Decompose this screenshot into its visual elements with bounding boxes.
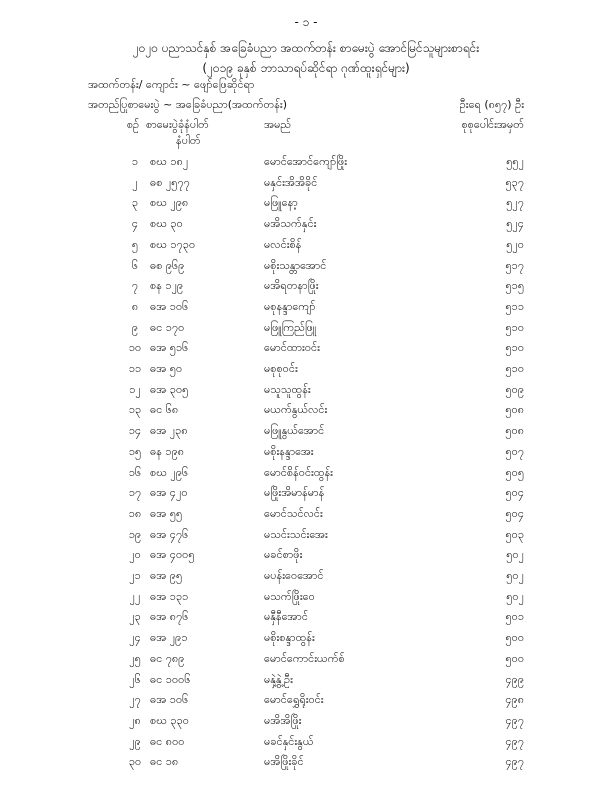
table-row bbox=[0, 466, 612, 482]
page-number: - ၁ - bbox=[294, 15, 318, 29]
row-name: မယက်နွယ်လင်း bbox=[264, 403, 328, 417]
row-number: ၃ bbox=[131, 196, 139, 210]
row-score: ၅၀၈ bbox=[505, 424, 524, 438]
table-row bbox=[0, 383, 612, 399]
row-score: ၅၁၀ bbox=[505, 362, 524, 375]
table-row bbox=[0, 321, 612, 337]
row-score: ၅၅၂ bbox=[506, 155, 524, 168]
row-exam-number: စဃ ၃၀ bbox=[150, 217, 183, 231]
row-number: ၁၄ bbox=[128, 424, 142, 438]
table-row bbox=[0, 507, 612, 523]
row-score: ၅၀၁ bbox=[505, 610, 524, 624]
row-exam-number: ဓင ၁၇၀ bbox=[150, 320, 185, 334]
region-line: အထက်တန်း/ ကျောင်း ~ ဖျော်ဖြေဆိုင်ရာ bbox=[88, 78, 255, 91]
row-number: ၂၆ bbox=[129, 672, 141, 686]
row-name: မောင်အောင်ကျော်ဖြိုး bbox=[264, 155, 348, 168]
row-exam-number: ဓအ ၃၀၅ bbox=[150, 382, 189, 396]
row-name: မနှဲ့နွဲ့ဦး bbox=[264, 672, 293, 686]
row-name: မဖြူကြည်ဖြူ bbox=[264, 320, 317, 334]
row-score: ၅၁၅ bbox=[505, 279, 524, 293]
row-score: ၅၀၃ bbox=[505, 527, 524, 541]
row-name: မသက်ဖြိုးဝေ bbox=[264, 589, 315, 603]
row-exam-number: ဓင ၁၈ bbox=[150, 755, 179, 769]
row-score: ၅၁၀ bbox=[505, 320, 524, 334]
row-score: ၅၀၈ bbox=[505, 403, 524, 417]
row-exam-number: ဓင ၁၀၀၆ bbox=[150, 672, 191, 686]
table-row bbox=[0, 362, 612, 378]
row-exam-number: ဓအ ၅၀ bbox=[150, 362, 183, 375]
row-score: ၅၀၄ bbox=[505, 486, 524, 500]
row-score: ၅၀၅ bbox=[505, 465, 524, 479]
row-exam-number: ဓစ ၂၅၇၇ bbox=[150, 175, 190, 189]
row-exam-number: ဓင ၈၀၀ bbox=[150, 734, 185, 748]
row-number: ၄ bbox=[131, 217, 139, 231]
row-exam-number: ဓအ ၁၃၁ bbox=[150, 589, 189, 603]
row-exam-number: ဓအ ၄၇၆ bbox=[150, 527, 189, 541]
row-exam-number: စဃ ၃၃၀ bbox=[150, 713, 189, 727]
row-name: မဖြိုးအိမာန်မာန် bbox=[264, 486, 325, 500]
row-name: မဖြူနော့ bbox=[264, 196, 298, 210]
table-row bbox=[0, 259, 612, 275]
row-score: ၄၉၇ bbox=[505, 713, 524, 727]
row-exam-number: ဓစ ၉၆၉ bbox=[150, 258, 185, 272]
row-number: ၃၀ bbox=[128, 755, 142, 769]
row-score: ၅၂၀ bbox=[506, 237, 524, 251]
row-name: မောင်ရွှေရိုးဝင်း bbox=[264, 693, 324, 707]
row-number: ၉ bbox=[131, 320, 139, 334]
row-exam-number: ဓအ ၈၇၆ bbox=[150, 610, 189, 624]
row-exam-number: ဓအ ၂၉၁ bbox=[150, 631, 188, 645]
row-score: ၅၀၂ bbox=[506, 589, 524, 603]
table-row bbox=[0, 238, 612, 254]
row-exam-number: ဓအ ၄၂၀ bbox=[150, 486, 188, 500]
row-number: ၈ bbox=[131, 299, 139, 313]
row-exam-number: စဃ ၁၇၃၀ bbox=[150, 237, 196, 251]
row-number: ၇ bbox=[131, 279, 139, 293]
header-score: စုစုပေါင်းအမှတ် bbox=[461, 118, 524, 131]
row-score: ၅၁၇ bbox=[505, 258, 524, 272]
row-name: မဖြူနွယ်အောင် bbox=[264, 424, 325, 438]
header-exam-sub: နံပါတ် bbox=[176, 134, 201, 147]
row-number: ၂၇ bbox=[129, 693, 141, 707]
table-row bbox=[0, 590, 612, 606]
row-exam-number: ဓအ ၉၅ bbox=[150, 569, 183, 582]
row-number: ၁၇ bbox=[128, 486, 142, 500]
table-row bbox=[0, 196, 612, 212]
total-count: ဦးရေ (၈၅၇) ဦး bbox=[459, 98, 524, 111]
row-score: ၅၁၁ bbox=[505, 299, 524, 313]
page-title: ၂၀၂၀ ပညာသင်နှစ် အခြေခံပညာ အထက်တန်း စာမေးပွဲ အောင်မြင်သူများစာရင်း bbox=[132, 41, 480, 55]
row-number: ၂ bbox=[132, 175, 138, 189]
table-row bbox=[0, 486, 612, 502]
row-name: မနှင်းအိအိခိုင် bbox=[264, 175, 318, 189]
row-number: ၂၁ bbox=[129, 569, 141, 582]
row-number: ၂၃ bbox=[129, 610, 141, 624]
header-no: စဉ် bbox=[126, 118, 140, 131]
row-name: မောင်ထားဝင်း bbox=[264, 341, 320, 355]
header-name: အမည် bbox=[264, 118, 292, 131]
row-number: ၁၈ bbox=[128, 506, 142, 520]
row-name: မနှီနီအောင် bbox=[264, 610, 308, 624]
row-name: မလင်းစိန် bbox=[264, 237, 302, 251]
row-number: ၁ bbox=[131, 155, 139, 168]
row-score: ၅၃၇ bbox=[505, 175, 524, 189]
row-name: မစုစုဝင်း bbox=[264, 362, 298, 375]
page-subtitle: (၂၀၁၉ ခုနှစ် ဘာသာရပ်ဆိုင်ရာ ဂုဏ်ထူးရှင်များ) bbox=[202, 61, 410, 75]
table-row bbox=[0, 569, 612, 585]
row-number: ၁၅ bbox=[128, 444, 142, 458]
row-exam-number: ဓအ ၁၀၆ bbox=[150, 299, 189, 313]
row-name: မသင်းသင်းအေး bbox=[264, 527, 328, 541]
row-exam-number: ဓန ၁၉၈ bbox=[150, 444, 185, 458]
row-name: မစိုးသန္တာအောင် bbox=[264, 258, 327, 272]
row-exam-number: ဓင ၇၈၉ bbox=[150, 651, 185, 665]
row-exam-number: စဃ ၂၉၆ bbox=[150, 465, 189, 479]
table-row bbox=[0, 631, 612, 647]
row-number: ၁၃ bbox=[128, 403, 142, 417]
row-number: ၂၀ bbox=[129, 548, 141, 562]
row-number: ၁၂ bbox=[129, 382, 141, 396]
row-exam-number: ဓအ ၄၀၀၅ bbox=[150, 548, 195, 562]
row-name: မစိုးနန္ဒာအေး bbox=[264, 444, 314, 458]
row-name: မခင်စာဖိုး bbox=[264, 548, 303, 562]
row-number: ၆ bbox=[131, 258, 139, 272]
row-score: ၅၀၀ bbox=[505, 631, 524, 645]
row-name: မအိဖြိုးခိုင် bbox=[264, 755, 304, 769]
row-name: မအိအိဖြိုး bbox=[264, 713, 302, 727]
row-number: ၂၈ bbox=[129, 713, 141, 727]
table-row bbox=[0, 652, 612, 668]
table-row bbox=[0, 279, 612, 295]
row-score: ၅၀၄ bbox=[505, 506, 524, 520]
row-exam-number: ဓအ ၅၁၆ bbox=[150, 341, 189, 355]
row-number: ၂၉ bbox=[129, 734, 141, 748]
table-row bbox=[0, 217, 612, 233]
row-name: မပန်းဝေအောင် bbox=[264, 569, 324, 582]
row-score: ၄၉၇ bbox=[505, 755, 524, 769]
header-exam-no: စာမေးပွဲခုံနံပါတ် bbox=[146, 118, 209, 131]
table-row bbox=[0, 300, 612, 316]
row-name: မအိသက်နှင်း bbox=[264, 217, 317, 231]
row-exam-number: ဓအ ၂၃၈ bbox=[150, 424, 188, 438]
row-score: ၅၀၀ bbox=[505, 651, 524, 665]
row-score: ၄၉၇ bbox=[505, 734, 524, 748]
row-number: ၁၉ bbox=[128, 527, 142, 541]
row-number: ၂၄ bbox=[129, 631, 141, 645]
row-name: မောင်သင်လင်း bbox=[264, 506, 323, 520]
row-exam-number: စန ၁၂၉ bbox=[150, 279, 184, 293]
row-score: ၅၁၀ bbox=[505, 341, 524, 355]
row-name: မစုနန္ဒာကျော် bbox=[264, 299, 316, 313]
table-row bbox=[0, 445, 612, 461]
row-score: ၅၀၂ bbox=[506, 569, 524, 582]
table-row bbox=[0, 548, 612, 564]
row-exam-number: စဃ ၂၉၈ bbox=[150, 196, 189, 210]
row-score: ၄၉၉ bbox=[505, 672, 524, 686]
row-exam-number: ဓအ ၁၀၆ bbox=[150, 693, 189, 707]
row-number: ၂၅ bbox=[129, 651, 141, 665]
row-name: မောင်စိန်ဝင်းထွန်း bbox=[264, 465, 333, 479]
row-score: ၄၉၈ bbox=[505, 693, 524, 707]
row-number: ၁၀ bbox=[128, 341, 142, 355]
center-line: အတည်ပြုစာမေးပွဲ ~ အခြေခံပညာ(အထက်တန်း) bbox=[88, 98, 288, 111]
row-exam-number: ဓင ၆၈ bbox=[150, 403, 179, 417]
table-row bbox=[0, 341, 612, 357]
row-name: မသူသူထွန်း bbox=[264, 382, 311, 396]
table-row bbox=[0, 735, 612, 751]
row-score: ၅၀၉ bbox=[505, 382, 524, 396]
row-score: ၅၀၇ bbox=[505, 444, 524, 458]
row-name: မခင်နှင်းနွယ် bbox=[264, 734, 314, 748]
table-row bbox=[0, 424, 612, 440]
row-score: ၅၂၇ bbox=[506, 196, 524, 210]
row-name: မစိုးစန္ဒာထွန်း bbox=[264, 631, 315, 645]
row-score: ၅၀၂ bbox=[506, 548, 524, 562]
row-number: ၂၂ bbox=[129, 589, 141, 603]
row-number: ၁၁ bbox=[128, 362, 142, 375]
row-name: မအိရတနာဖြိုး bbox=[264, 279, 319, 293]
table-row bbox=[0, 755, 612, 771]
table-row bbox=[0, 528, 612, 544]
row-exam-number: ဓအ ၅၅ bbox=[150, 506, 183, 520]
row-number: ၁၆ bbox=[128, 465, 142, 479]
row-name: မောင်ကောင်းယက်စ် bbox=[264, 651, 345, 665]
row-number: ၅ bbox=[131, 237, 139, 251]
table-row bbox=[0, 673, 612, 689]
table-row bbox=[0, 176, 612, 192]
table-row bbox=[0, 403, 612, 419]
table-row bbox=[0, 693, 612, 709]
table-row bbox=[0, 714, 612, 730]
table-row bbox=[0, 610, 612, 626]
row-score: ၅၂၄ bbox=[506, 217, 524, 231]
table-row bbox=[0, 155, 612, 171]
row-exam-number: စဃ ၁၈၂ bbox=[150, 155, 189, 168]
